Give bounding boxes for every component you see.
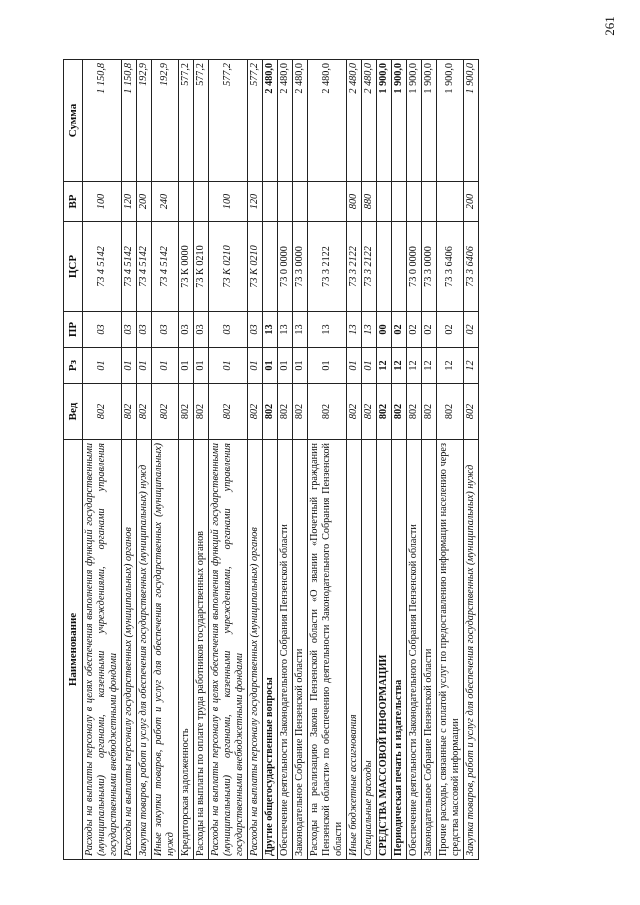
table-row: [122, 60, 137, 860]
cell-vr: [422, 182, 437, 222]
cell-vr: [377, 182, 392, 222]
cell-ved: 802: [422, 384, 437, 440]
cell-rz: 01: [263, 348, 278, 384]
cell-ved: 802: [263, 384, 278, 440]
cell-pr: 13: [293, 312, 308, 348]
cell-rz: 01: [194, 348, 209, 384]
cell-name: Законодательное Собрание Пензенской области: [293, 440, 308, 860]
cell-csr: 73 3 6406: [437, 222, 464, 312]
cell-rz: 12: [464, 348, 479, 384]
cell-vr: [179, 182, 194, 222]
cell-rz: 01: [137, 348, 152, 384]
cell-csr: [392, 222, 407, 312]
cell-pr: 03: [248, 312, 263, 348]
cell-csr: [377, 222, 392, 312]
cell-sum: 192,9: [137, 60, 152, 182]
table-row: [347, 60, 362, 860]
cell-ved: 802: [137, 384, 152, 440]
cell-name: Расходы на выплаты персоналу государственных (муниципальных) органов: [248, 440, 263, 860]
cell-sum: 1 900,0: [464, 60, 479, 182]
cell-csr: 73 4 5142: [152, 222, 179, 312]
cell-name: Иные бюджетные ассигнования: [347, 440, 362, 860]
cell-ved: 802: [437, 384, 464, 440]
table-row: [209, 60, 248, 860]
cell-name: Закупка товаров, работ и услуг для обеспечения государственных (муниципальных) нужд: [464, 440, 479, 860]
cell-vr: 880: [362, 182, 377, 222]
cell-csr: 73 3 2122: [347, 222, 362, 312]
cell-pr: 03: [194, 312, 209, 348]
cell-name: Расходы на выплаты персоналу в целях обеспечения выполнения функций государственными (муниципальными) органами, казенными учреждениями, органами управления государственными внебюджетными фондами: [209, 440, 248, 860]
cell-csr: 73 4 5142: [137, 222, 152, 312]
table-row: [392, 60, 407, 860]
cell-vr: [263, 182, 278, 222]
cell-rz: 01: [209, 348, 248, 384]
cell-ved: 802: [278, 384, 293, 440]
cell-pr: 03: [179, 312, 194, 348]
cell-name: Другие общегосударственные вопросы: [263, 440, 278, 860]
cell-vr: [437, 182, 464, 222]
table-row: [152, 60, 179, 860]
cell-sum: 1 900,0: [407, 60, 422, 182]
cell-name: СРЕДСТВА МАССОВОЙ ИНФОРМАЦИИ: [377, 440, 392, 860]
cell-name: Иные закупки товаров, работ и услуг для обеспечения государственных (муниципальных) нужд: [152, 440, 179, 860]
cell-rz: 01: [152, 348, 179, 384]
cell-ved: 802: [377, 384, 392, 440]
cell-csr: 73 4 5142: [122, 222, 137, 312]
cell-pr: 02: [437, 312, 464, 348]
cell-name: Расходы на реализацию Закона Пензенской области «О звании «Почетный гражданин Пензенской области» по обеспечению деятельности Законодательного Собрания Пензенской области: [308, 440, 347, 860]
cell-rz: 01: [278, 348, 293, 384]
header-name: Наименование: [64, 440, 83, 860]
cell-vr: 100: [209, 182, 248, 222]
budget-table-container: [63, 60, 611, 860]
cell-ved: 802: [179, 384, 194, 440]
cell-sum: 1 900,0: [437, 60, 464, 182]
cell-sum: 1 150,8: [122, 60, 137, 182]
cell-csr: 73 3 2122: [308, 222, 347, 312]
table-row: [137, 60, 152, 860]
cell-ved: 802: [347, 384, 362, 440]
cell-name: Периодическая печать и издательства: [392, 440, 407, 860]
cell-csr: 73 0 0000: [407, 222, 422, 312]
cell-csr: 73 3 6406: [464, 222, 479, 312]
cell-name: Закупка товаров, работ и услуг для обеспечения государственных (муниципальных) нужд: [137, 440, 152, 860]
cell-ved: 802: [194, 384, 209, 440]
cell-sum: 577,2: [179, 60, 194, 182]
cell-csr: 73 3 0000: [422, 222, 437, 312]
cell-vr: 200: [464, 182, 479, 222]
cell-ved: 802: [407, 384, 422, 440]
cell-pr: 02: [464, 312, 479, 348]
cell-ved: 802: [464, 384, 479, 440]
cell-sum: 1 900,0: [377, 60, 392, 182]
table-row: [308, 60, 347, 860]
cell-csr: 73 К 0210: [248, 222, 263, 312]
cell-rz: 01: [347, 348, 362, 384]
header-ved: Вед: [64, 384, 83, 440]
cell-vr: [293, 182, 308, 222]
table-row: [362, 60, 377, 860]
cell-pr: 03: [137, 312, 152, 348]
cell-pr: 13: [278, 312, 293, 348]
cell-pr: 13: [263, 312, 278, 348]
table-row: [464, 60, 479, 860]
cell-name: Специальные расходы: [362, 440, 377, 860]
cell-vr: 240: [152, 182, 179, 222]
cell-ved: 802: [362, 384, 377, 440]
cell-sum: 192,9: [152, 60, 179, 182]
table-row: [422, 60, 437, 860]
cell-pr: 02: [422, 312, 437, 348]
cell-rz: 01: [122, 348, 137, 384]
header-pr: ПР: [64, 312, 83, 348]
cell-name: Кредиторская задолженность: [179, 440, 194, 860]
cell-name: Прочие расходы, связанные с оплатой услуг по предоставлению информации населению через средства массовой информации: [437, 440, 464, 860]
table-row: [83, 60, 122, 860]
cell-csr: 73 3 2122: [362, 222, 377, 312]
cell-name: Расходы на выплаты персоналу в целях обеспечения выполнения функций государственными (муниципальными) органами, казенными учреждениями, органами управления государственными внебюджетными фондами: [83, 440, 122, 860]
cell-csr: 73 К 0210: [209, 222, 248, 312]
cell-rz: 12: [392, 348, 407, 384]
cell-csr: 73 4 5142: [83, 222, 122, 312]
cell-pr: 13: [347, 312, 362, 348]
cell-pr: 00: [377, 312, 392, 348]
header-rz: Рз: [64, 348, 83, 384]
table-row: [278, 60, 293, 860]
budget-table: [63, 59, 479, 860]
table-header-row: [64, 60, 83, 860]
cell-sum: 2 480,0: [362, 60, 377, 182]
cell-csr: 73 К 0210: [194, 222, 209, 312]
cell-rz: 01: [83, 348, 122, 384]
cell-sum: 2 480,0: [293, 60, 308, 182]
cell-sum: 577,2: [248, 60, 263, 182]
table-row: [437, 60, 464, 860]
cell-pr: 02: [407, 312, 422, 348]
cell-sum: 2 480,0: [347, 60, 362, 182]
cell-ved: 802: [293, 384, 308, 440]
cell-csr: 73 К 0000: [179, 222, 194, 312]
cell-rz: 12: [407, 348, 422, 384]
table-row: [407, 60, 422, 860]
cell-ved: 802: [308, 384, 347, 440]
cell-name: Обеспечение деятельности Законодательного Собрания Пензенской области: [278, 440, 293, 860]
cell-pr: 03: [209, 312, 248, 348]
cell-rz: 01: [362, 348, 377, 384]
cell-sum: 1 900,0: [422, 60, 437, 182]
cell-rz: 01: [293, 348, 308, 384]
cell-sum: 577,2: [209, 60, 248, 182]
cell-csr: 73 0 0000: [278, 222, 293, 312]
header-vr: ВР: [64, 182, 83, 222]
cell-pr: 03: [122, 312, 137, 348]
table-row: [293, 60, 308, 860]
cell-vr: [194, 182, 209, 222]
cell-ved: 802: [248, 384, 263, 440]
table-row: [179, 60, 194, 860]
table-row: [248, 60, 263, 860]
cell-sum: 2 480,0: [278, 60, 293, 182]
cell-pr: 13: [308, 312, 347, 348]
header-sum: Сумма: [64, 60, 83, 182]
cell-vr: [308, 182, 347, 222]
cell-rz: 12: [422, 348, 437, 384]
table-row: [194, 60, 209, 860]
cell-vr: 100: [83, 182, 122, 222]
page-number: 261: [602, 16, 617, 36]
cell-rz: 01: [308, 348, 347, 384]
cell-name: Расходы на выплаты по оплате труда работников государственных органов: [194, 440, 209, 860]
cell-vr: [392, 182, 407, 222]
cell-ved: 802: [209, 384, 248, 440]
cell-rz: 01: [179, 348, 194, 384]
cell-rz: 12: [377, 348, 392, 384]
cell-ved: 802: [83, 384, 122, 440]
cell-vr: 200: [137, 182, 152, 222]
cell-csr: [263, 222, 278, 312]
cell-rz: 01: [248, 348, 263, 384]
cell-rz: 12: [437, 348, 464, 384]
cell-name: Обеспечение деятельности Законодательного Собрания Пензенской области: [407, 440, 422, 860]
cell-ved: 802: [152, 384, 179, 440]
cell-pr: 13: [362, 312, 377, 348]
table-row: [377, 60, 392, 860]
header-csr: ЦСР: [64, 222, 83, 312]
cell-csr: 73 3 0000: [293, 222, 308, 312]
cell-sum: 2 480,0: [308, 60, 347, 182]
cell-ved: 802: [122, 384, 137, 440]
cell-vr: 120: [122, 182, 137, 222]
cell-name: Законодательное Собрание Пензенской области: [422, 440, 437, 860]
table-row: [263, 60, 278, 860]
cell-sum: 577,2: [194, 60, 209, 182]
cell-pr: 02: [392, 312, 407, 348]
cell-ved: 802: [392, 384, 407, 440]
cell-vr: [407, 182, 422, 222]
cell-pr: 03: [83, 312, 122, 348]
cell-name: Расходы на выплаты персоналу государственных (муниципальных) органов: [122, 440, 137, 860]
cell-sum: 1 150,8: [83, 60, 122, 182]
cell-pr: 03: [152, 312, 179, 348]
cell-sum: 2 480,0: [263, 60, 278, 182]
cell-vr: 120: [248, 182, 263, 222]
cell-sum: 1 900,0: [392, 60, 407, 182]
cell-vr: 800: [347, 182, 362, 222]
table-body: [83, 60, 479, 860]
cell-vr: [278, 182, 293, 222]
